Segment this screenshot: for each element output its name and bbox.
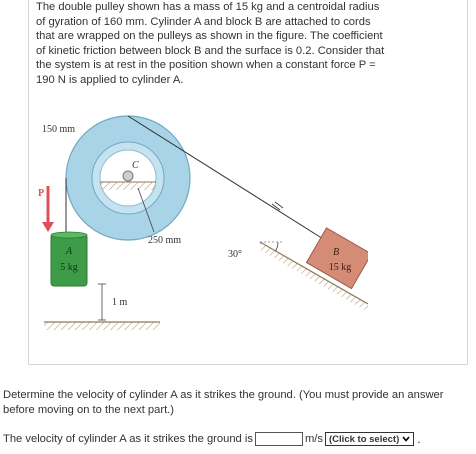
velocity-input[interactable] xyxy=(255,432,303,446)
statement-line: the system is at rest in the position shown when a constant force P = xyxy=(36,59,376,72)
cylinder-mass-label: 5 kg xyxy=(60,262,78,273)
answer-prompt: The velocity of cylinder A as it strikes the ground is xyxy=(3,433,253,445)
inner-radius-label: 250 mm xyxy=(148,235,182,246)
center-label: C xyxy=(132,160,139,171)
statement-line: The double pulley shown has a mass of 15 kg and a centroidal radius xyxy=(36,1,380,13)
outer-radius-label: 150 mm xyxy=(42,124,76,135)
answer-row xyxy=(3,431,421,447)
angle-arc xyxy=(276,242,278,251)
cylinder-label: A xyxy=(65,246,73,257)
chevron-down-icon xyxy=(402,436,410,442)
force-arrow-head xyxy=(42,222,54,232)
statement-line: that are wrapped on the pulleys as shown in the figure. The coefficient xyxy=(36,30,383,43)
ground xyxy=(44,322,160,330)
axle-icon xyxy=(123,171,133,181)
pulley-figure xyxy=(28,108,368,343)
statement-line: of kinetic friction between block B and the surface is 0.2. Consider that xyxy=(36,44,385,57)
problem-statement xyxy=(36,0,456,88)
statement-line: of gyration of 160 mm. Cylinder A and block B are attached to cords xyxy=(36,15,371,28)
pulley-support xyxy=(100,182,156,190)
block-label: B xyxy=(332,247,340,258)
force-label: P xyxy=(38,188,45,199)
sentence-end: . xyxy=(417,432,421,446)
question-text: Determine the velocity of cylinder A as it strikes the ground. (You must provide an answer before moving on to the next part.) xyxy=(3,389,444,416)
unit-select-dropdown[interactable] xyxy=(325,432,414,446)
angle-label: 30° xyxy=(228,249,242,260)
select-label: (Click to select) xyxy=(329,433,400,445)
drop-label: 1 m xyxy=(112,297,128,308)
unit-label: m/s xyxy=(304,433,324,445)
cylinder-a xyxy=(51,234,87,286)
statement-line: 190 N is applied to cylinder A. xyxy=(36,73,184,86)
block-mass-label: 15 kg xyxy=(328,262,352,273)
